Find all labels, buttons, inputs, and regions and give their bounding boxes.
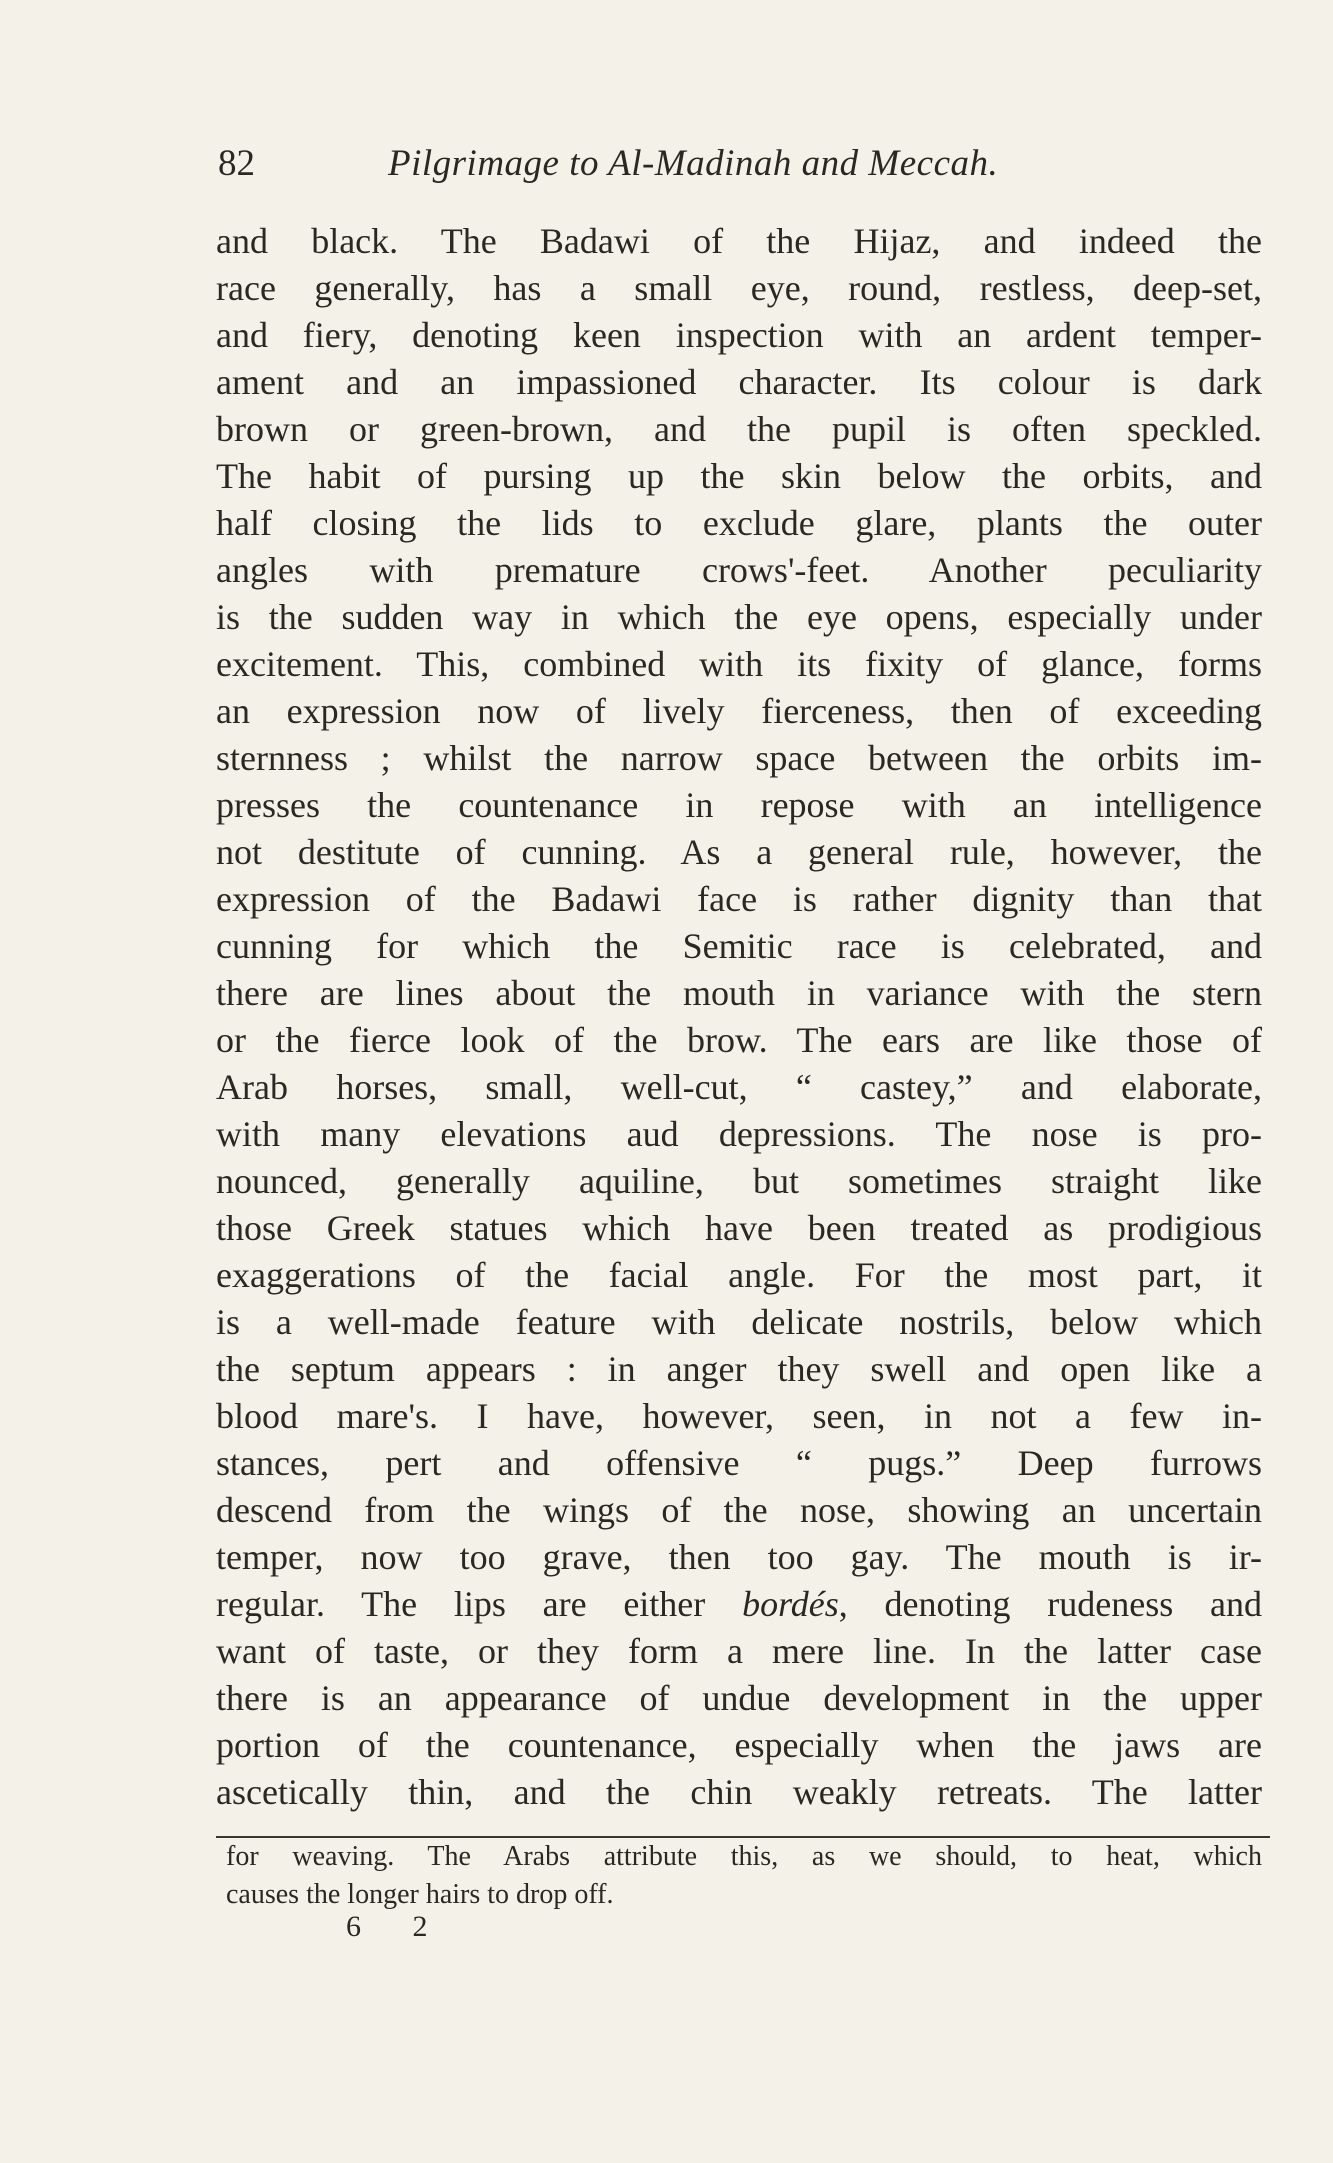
body-line: there is an appearance of undue development in the upper [216,1678,1262,1718]
body-line: Arab horses, small, well-cut, “ castey,” and elaborate, [216,1067,1262,1107]
running-title: Pilgrimage to Al-Madinah and Meccah. [388,143,999,184]
body-line: descend from the wings of the nose, showing an uncertain [216,1490,1262,1530]
page-number: 82 [218,143,255,184]
body-line: is the sudden way in which the eye opens, especially under [216,597,1262,637]
body-line: cunning for which the Semitic race is celebrated, and [216,926,1262,966]
body-line: presses the countenance in repose with an intelligence [216,785,1262,825]
body-line: sternness ; whilst the narrow space between the orbits im- [216,738,1262,778]
body-line: or the fierce look of the brow. The ears are like those of [216,1020,1262,1060]
body-line: regular. The lips are either bordés, denoting rudeness and [216,1584,1262,1624]
body-line: and fiery, denoting keen inspection with an ardent temper- [216,315,1262,355]
body-line: ament and an impassioned character. Its colour is dark [216,362,1262,402]
body-line: those Greek statues which have been treated as prodigious [216,1208,1262,1248]
body-line: temper, now too grave, then too gay. The mouth is ir- [216,1537,1262,1577]
body-line: an expression now of lively fierceness, then of exceeding [216,691,1262,731]
body-line: is a well-made feature with delicate nostrils, below which [216,1302,1262,1342]
body-line: there are lines about the mouth in variance with the stern [216,973,1262,1013]
body-line: excitement. This, combined with its fixity of glance, forms [216,644,1262,684]
body-line: stances, pert and offensive “ pugs.” Deep furrows [216,1443,1262,1483]
body-line: exaggerations of the facial angle. For the most part, it [216,1255,1262,1295]
body-line: want of taste, or they form a mere line. In the latter case [216,1631,1262,1671]
body-line: angles with premature crows'-feet. Another peculiarity [216,550,1262,590]
body-line: the septum appears : in anger they swell and open like a [216,1349,1262,1389]
body-line: portion of the countenance, especially when the jaws are [216,1725,1262,1765]
running-head [218,142,1078,192]
body-line: blood mare's. I have, however, seen, in not a few in- [216,1396,1262,1436]
signature-mark: 6 2 [346,1910,430,1943]
body-line: nounced, generally aquiline, but sometimes straight like [216,1161,1262,1201]
body-line: expression of the Badawi face is rather dignity than that [216,879,1262,919]
footnote-line: for weaving. The Arabs attribute this, as we should, to heat, which [226,1841,1262,1872]
body-line: half closing the lids to exclude glare, plants the outer [216,503,1262,543]
footnote-line: causes the longer hairs to drop off. [226,1879,614,1910]
body-line: race generally, has a small eye, round, restless, deep-set, [216,268,1262,308]
footnote [226,1838,1262,1914]
body-line: and black. The Badawi of the Hijaz, and indeed the [216,221,1262,261]
body-line: The habit of pursing up the skin below the orbits, and [216,456,1262,496]
body-line: brown or green-brown, and the pupil is often speckled. [216,409,1262,449]
body-line: ascetically thin, and the chin weakly retreats. The latter [216,1772,1262,1812]
body-text [216,218,1262,1816]
body-line: not destitute of cunning. As a general rule, however, the [216,832,1262,872]
italic-word: bordés [742,1584,839,1624]
body-line: with many elevations aud depressions. The nose is pro- [216,1114,1262,1154]
